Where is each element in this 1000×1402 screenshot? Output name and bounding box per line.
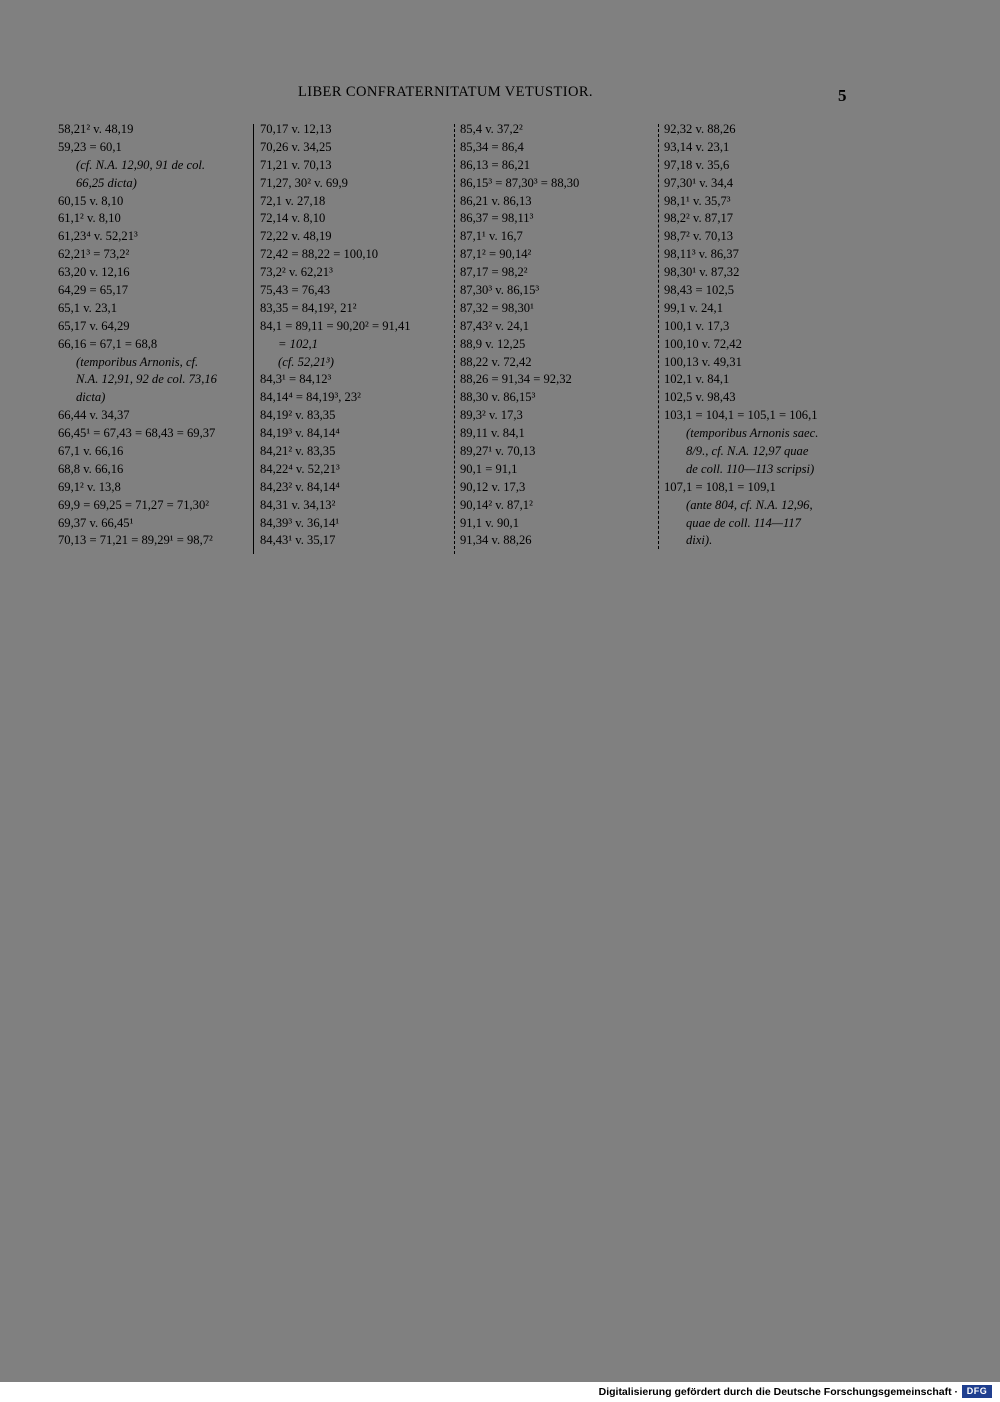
index-entry: dicta) <box>76 390 106 405</box>
index-entry: 107,1 = 108,1 = 109,1 <box>664 479 776 494</box>
index-column-2 <box>260 121 450 550</box>
column-divider <box>658 124 659 549</box>
index-entry: 90,12 v. 17,3 <box>460 479 526 494</box>
index-entry: 86,21 v. 86,13 <box>460 193 532 208</box>
index-entry: 67,1 v. 66,16 <box>58 444 124 459</box>
index-entry: 98,7² v. 70,13 <box>664 229 734 244</box>
index-entry: 91,34 v. 88,26 <box>460 533 532 548</box>
column-divider <box>454 124 455 554</box>
index-entry: 97,30¹ v. 34,4 <box>664 175 734 190</box>
index-entry: 102,5 v. 98,43 <box>664 390 736 405</box>
index-entry: 89,27¹ v. 70,13 <box>460 444 536 459</box>
index-entry: 69,1² v. 13,8 <box>58 479 121 494</box>
index-entry: 100,10 v. 72,42 <box>664 336 742 351</box>
index-entry: 87,1² = 90,14² <box>460 247 532 262</box>
index-entry: 89,3² v. 17,3 <box>460 408 523 423</box>
index-entry: 88,9 v. 12,25 <box>460 336 526 351</box>
index-entry: 60,15 v. 8,10 <box>58 193 124 208</box>
index-entry: 85,34 = 86,4 <box>460 139 524 154</box>
index-entry: 100,1 v. 17,3 <box>664 318 730 333</box>
index-entry: 58,21² v. 48,19 <box>58 122 134 136</box>
index-entry: 87,1¹ v. 16,7 <box>460 229 523 244</box>
index-entry: 71,27, 30² v. 69,9 <box>260 175 348 190</box>
index-entry: 87,30³ v. 86,15³ <box>460 283 540 298</box>
index-entry: 72,1 v. 27,18 <box>260 193 326 208</box>
index-entry: 86,15³ = 87,30³ = 88,30 <box>460 175 580 190</box>
index-entry: 71,21 v. 70,13 <box>260 157 332 172</box>
index-entry: 84,21² v. 83,35 <box>260 444 336 459</box>
running-title: LIBER CONFRATERNITATUM VETUSTIOR. <box>298 84 593 100</box>
dfg-logo: DFG <box>962 1385 992 1398</box>
index-entry: 59,23 = 60,1 <box>58 139 122 154</box>
index-entry: 84,3¹ = 84,12³ <box>260 372 332 387</box>
index-entry: 102,1 v. 84,1 <box>664 372 730 387</box>
index-entry: 98,2² v. 87,17 <box>664 211 734 226</box>
index-entry: 65,1 v. 23,1 <box>58 300 118 315</box>
index-entry: 8/9., cf. N.A. 12,97 quae <box>686 444 809 459</box>
index-entry: 75,43 = 76,43 <box>260 283 331 298</box>
index-column-1 <box>58 121 248 550</box>
index-entry: 72,14 v. 8,10 <box>260 211 326 226</box>
index-entry: dixi). <box>686 533 713 548</box>
index-entry: 61,1² v. 8,10 <box>58 211 121 226</box>
index-entry: 66,25 dicta) <box>76 175 137 190</box>
index-entry: (cf. N.A. 12,90, 91 de col. <box>76 157 206 172</box>
index-entry: 69,9 = 69,25 = 71,27 = 71,30² <box>58 497 210 512</box>
column-divider <box>253 124 254 554</box>
index-entry: 93,14 v. 23,1 <box>664 139 730 154</box>
index-entry: 64,29 = 65,17 <box>58 283 129 298</box>
index-column-3 <box>460 121 650 550</box>
index-entry: 99,1 v. 24,1 <box>664 300 724 315</box>
index-entry: 87,32 = 98,30¹ <box>460 300 534 315</box>
index-entry: 84,31 v. 34,13² <box>260 497 336 512</box>
index-entry: (ante 804, cf. N.A. 12,96, <box>686 497 813 512</box>
index-entry: 70,13 = 71,21 = 89,29¹ = 98,7² <box>58 533 213 548</box>
index-entry: 92,32 v. 88,26 <box>664 122 736 136</box>
index-entry: 98,30¹ v. 87,32 <box>664 265 740 280</box>
index-entry: 63,20 v. 12,16 <box>58 265 130 280</box>
index-entry: 86,37 = 98,11³ <box>460 211 534 226</box>
index-entry: 83,35 = 84,19², 21² <box>260 300 357 315</box>
index-entry: 72,42 = 88,22 = 100,10 <box>260 247 379 262</box>
index-entry: 84,1 = 89,11 = 90,20² = 91,41 <box>260 318 411 333</box>
funding-notice: Digitalisierung gefördert durch die Deutsche Forschungsgemeinschaft · <box>598 1386 958 1398</box>
index-entry: 72,22 v. 48,19 <box>260 229 332 244</box>
index-entry: 69,37 v. 66,45¹ <box>58 515 134 530</box>
index-entry: (cf. 52,21³) <box>278 354 334 369</box>
index-entry: 84,19² v. 83,35 <box>260 408 336 423</box>
index-entry: 84,22⁴ v. 52,21³ <box>260 461 340 476</box>
index-entry: 100,13 v. 49,31 <box>664 354 742 369</box>
index-entry: 65,17 v. 64,29 <box>58 318 130 333</box>
index-entry: 88,22 v. 72,42 <box>460 354 532 369</box>
index-entry: 103,1 = 104,1 = 105,1 = 106,1 <box>664 408 818 423</box>
index-entry: 84,14⁴ = 84,19³, 23² <box>260 390 361 405</box>
index-entry: 66,45¹ = 67,43 = 68,43 = 69,37 <box>58 426 216 441</box>
index-entry: (temporibus Arnonis, cf. <box>76 354 199 369</box>
index-entry: 98,11³ v. 86,37 <box>664 247 739 262</box>
index-entry: 84,19³ v. 84,14⁴ <box>260 426 340 441</box>
index-entry: 98,1¹ v. 35,7³ <box>664 193 731 208</box>
index-entry: 88,26 = 91,34 = 92,32 <box>460 372 572 387</box>
index-entry: de coll. 110—113 scripsi) <box>686 461 815 476</box>
index-entry: 87,43² v. 24,1 <box>460 318 530 333</box>
index-entry: 90,1 = 91,1 <box>460 461 518 476</box>
index-entry: 70,17 v. 12,13 <box>260 122 332 136</box>
index-entry: (temporibus Arnonis saec. <box>686 426 819 441</box>
index-entry: quae de coll. 114—117 <box>686 515 801 530</box>
index-entry: 66,44 v. 34,37 <box>58 408 130 423</box>
page-number: 5 <box>838 86 847 105</box>
footer-bar <box>0 1382 1000 1402</box>
index-entry: 70,26 v. 34,25 <box>260 139 332 154</box>
index-entry: 91,1 v. 90,1 <box>460 515 520 530</box>
index-entry: 97,18 v. 35,6 <box>664 157 730 172</box>
index-entry: 87,17 = 98,2² <box>460 265 528 280</box>
index-entry: 66,16 = 67,1 = 68,8 <box>58 336 158 351</box>
index-entry: 88,30 v. 86,15³ <box>460 390 536 405</box>
index-entry: 98,43 = 102,5 <box>664 283 735 298</box>
index-entry: 62,21³ = 73,2² <box>58 247 130 262</box>
index-column-4 <box>664 121 856 550</box>
index-entry: 61,23⁴ v. 52,21³ <box>58 229 138 244</box>
index-entry: 84,43¹ v. 35,17 <box>260 533 336 548</box>
index-entry: 84,23² v. 84,14⁴ <box>260 479 340 494</box>
index-entry: 90,14² v. 87,1² <box>460 497 533 512</box>
index-entry: 84,39³ v. 36,14¹ <box>260 515 340 530</box>
index-entry: 73,2² v. 62,21³ <box>260 265 333 280</box>
index-entry: 68,8 v. 66,16 <box>58 461 124 476</box>
index-entry: 86,13 = 86,21 <box>460 157 531 172</box>
index-entry: 89,11 v. 84,1 <box>460 426 525 441</box>
index-entry: N.A. 12,91, 92 de col. 73,16 <box>76 372 217 387</box>
index-entry: 85,4 v. 37,2² <box>460 122 523 136</box>
index-entry: = 102,1 <box>278 336 318 351</box>
